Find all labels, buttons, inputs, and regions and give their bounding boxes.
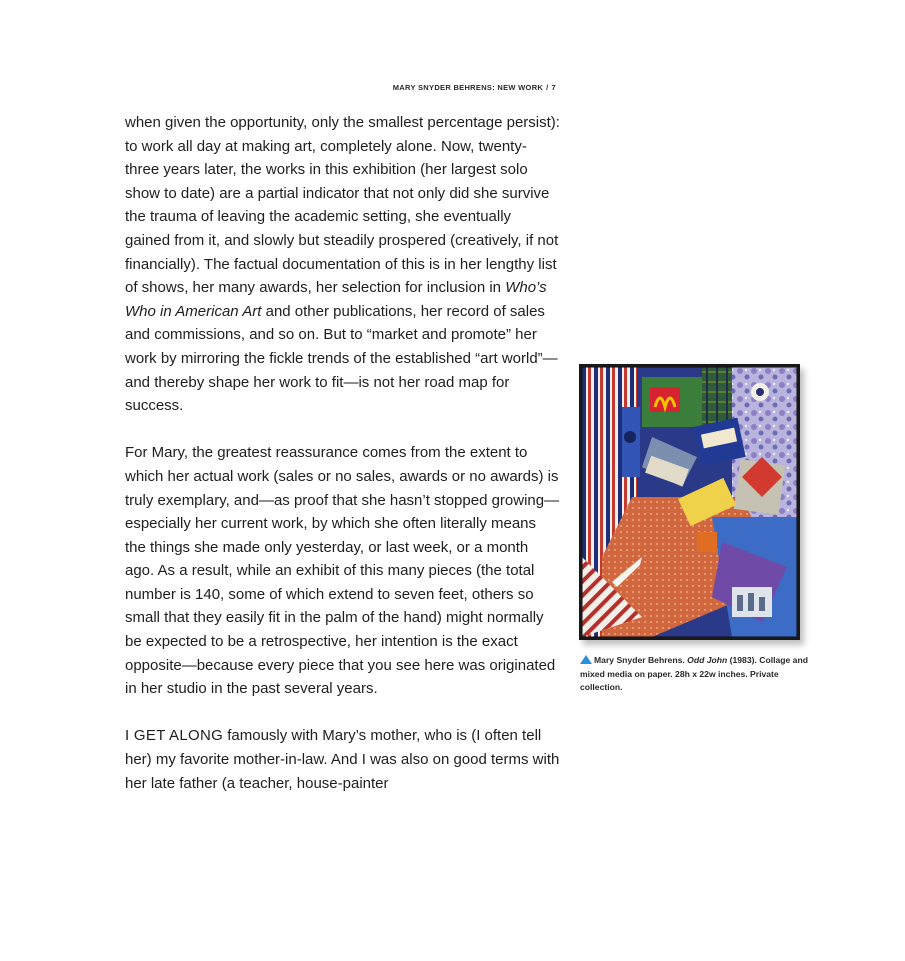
paragraph-3-rest: famously with Mary’s mother, who is (I often tell her) my favorite mother-in-law. And I was also on good terms with her late father (a teacher, house-painter — [125, 727, 560, 792]
collage-artwork — [582, 367, 797, 637]
paragraph-3 — [125, 724, 560, 795]
paragraph-1 — [125, 111, 560, 418]
section-lead-caps: I GET ALONG — [125, 727, 224, 745]
publication-title: Who’s Who in American Art — [125, 279, 547, 320]
page-number: 7 — [551, 83, 556, 92]
body-text — [125, 111, 560, 795]
caption-artist: Mary Snyder Behrens. — [594, 655, 685, 665]
paragraph-1-part-a: when given the opportunity, only the smallest percentage persist): to work all day at making art, completely alone. Now, twenty-three years later, the works in this exhibition (her largest solo show to date) are a partial indicator that not only did she survive the trauma of leaving the academic setting, she eventually gained from it, and slowly but steadily prospered (creatively, if not financially). The factual documentation of this is in her lengthy list of shows, her many awards, her selection for inclusion in — [125, 114, 560, 297]
caption-title: Odd John — [687, 655, 728, 665]
paragraph-1-part-b: and other publications, her record of sales and commissions, and so on. But to “market and promote” her work by mirroring the fickle trends of the established “art world”—and thereby shape her work to fit—is not her road map for success. — [125, 302, 558, 415]
running-head-separator: / — [546, 83, 549, 92]
figure-caption — [580, 654, 820, 695]
caption-details: (1983). Collage and mixed media on paper. 28h x 22w inches. Private collection. — [580, 655, 808, 692]
running-head-title: MARY SNYDER BEHRENS: NEW WORK — [392, 83, 544, 92]
caption-marker-icon — [580, 655, 592, 664]
running-head — [300, 83, 556, 92]
paragraph-2: For Mary, the greatest reassurance comes from the extent to which her actual work (sales or no sales, awards or no awards) is truly exemplary, and—as proof that she hasn’t stopped growing—especially her current work, by which she often literally means the things she made only yesterday, or last week, or a month ago. As a result, while an exhibit of this many pieces (the total number is 140, some of which extend to seven feet, others so small that they easily fit in the palm of the hand) might normally be expected to be a retrospective, her intention is the exact opposite—because every piece that you see here was originated in her studio in the past several years. — [125, 444, 560, 698]
artwork-image — [579, 364, 800, 640]
